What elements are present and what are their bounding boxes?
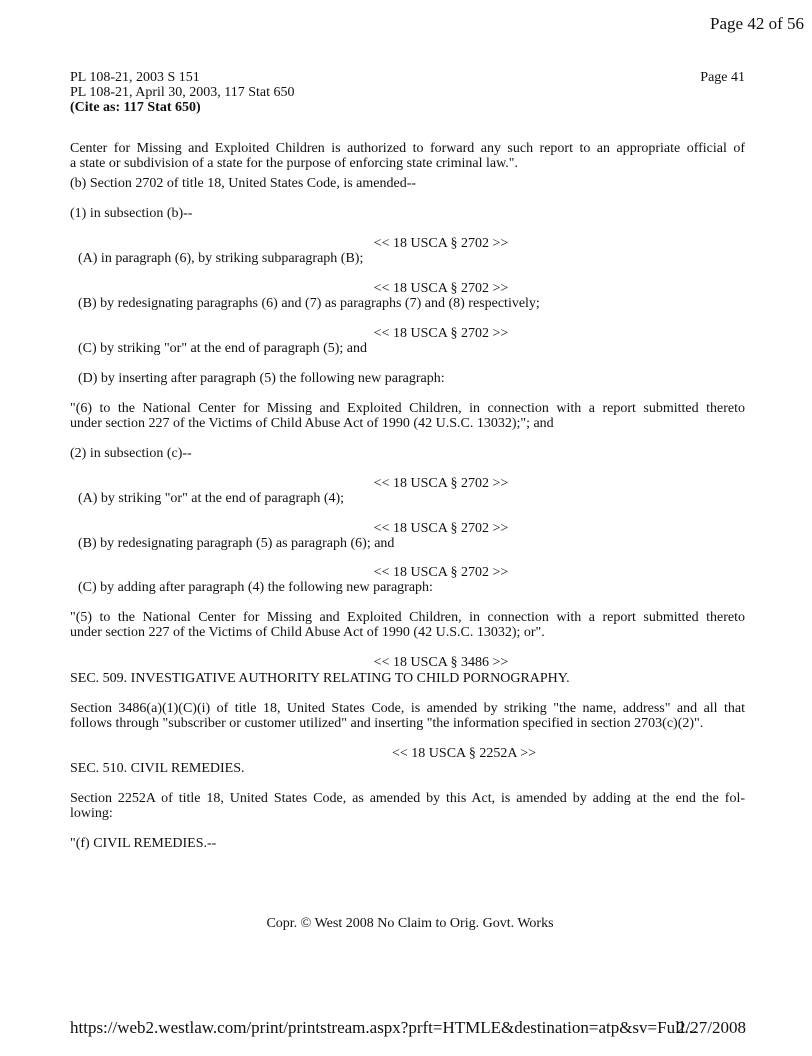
print-date: 2/27/2008 — [677, 1018, 746, 1037]
paragraph: (A) by striking "or" at the end of paragraph (4); — [78, 491, 345, 506]
document-page-number: Page 41 — [700, 70, 745, 85]
paragraph: (B) by redesignating paragraph (5) as paragraph (6); and — [78, 536, 395, 551]
paragraph-line: follows through "subscriber or customer utilized" and inserting "the information specified in section 2703(c)(2)". — [70, 716, 704, 731]
paragraph-line: Section 2252A of title 18, United States Code, as amended by this Act, is amended by adding at the end the fol- — [70, 791, 745, 806]
usca-reference: << 18 USCA § 3486 >> — [373, 655, 509, 670]
paragraph-line: under section 227 of the Victims of Child Abuse Act of 1990 (42 U.S.C. 13032); or". — [70, 625, 545, 640]
citation-line: PL 108-21, 2003 S 151 — [70, 70, 200, 85]
paragraph: (C) by striking "or" at the end of paragraph (5); and — [78, 341, 368, 356]
usca-reference: << 18 USCA § 2702 >> — [373, 326, 509, 341]
paragraph-line: lowing: — [70, 806, 113, 821]
usca-reference: << 18 USCA § 2702 >> — [373, 565, 509, 580]
print-url: https://web2.westlaw.com/print/printstream.aspx?prft=HTMLE&destination=atp&sv=Full... — [70, 1018, 698, 1037]
paragraph-line: a state or subdivision of a state for the purpose of enforcing state criminal law.". — [70, 156, 519, 171]
paragraph: (B) by redesignating paragraphs (6) and (7) as paragraphs (7) and (8) respectively; — [78, 296, 540, 311]
paragraph: (C) by adding after paragraph (4) the following new paragraph: — [78, 580, 433, 595]
section-heading: SEC. 510. CIVIL REMEDIES. — [70, 761, 245, 776]
paragraph-line: under section 227 of the Victims of Child Abuse Act of 1990 (42 U.S.C. 13032);"; and — [70, 416, 554, 431]
usca-reference: << 18 USCA § 2252A >> — [392, 746, 536, 761]
usca-reference: << 18 USCA § 2702 >> — [373, 476, 509, 491]
paragraph: (D) by inserting after paragraph (5) the following new paragraph: — [78, 371, 445, 386]
usca-reference: << 18 USCA § 2702 >> — [373, 521, 509, 536]
paragraph-line: Center for Missing and Exploited Children is authorized to forward any such report to an appropriate official of — [70, 141, 745, 156]
copyright-notice: Copr. © West 2008 No Claim to Orig. Govt. Works — [266, 916, 554, 931]
paragraph: (b) Section 2702 of title 18, United States Code, is amended-- — [70, 176, 417, 191]
paragraph: (2) in subsection (c)-- — [70, 446, 192, 461]
paragraph-line: "(6) to the National Center for Missing and Exploited Children, in connection with a report submitted thereto — [70, 401, 745, 416]
usca-reference: << 18 USCA § 2702 >> — [373, 236, 509, 251]
cite-as: (Cite as: 117 Stat 650) — [70, 100, 201, 115]
paragraph-line: Section 3486(a)(1)(C)(i) of title 18, United States Code, is amended by striking "the name, address" and all that — [70, 701, 745, 716]
paragraph: (A) in paragraph (6), by striking subparagraph (B); — [78, 251, 364, 266]
paragraph: "(f) CIVIL REMEDIES.-- — [70, 836, 217, 851]
paragraph: (1) in subsection (b)-- — [70, 206, 193, 221]
page-counter: Page 42 of 56 — [710, 14, 804, 33]
section-heading: SEC. 509. INVESTIGATIVE AUTHORITY RELATING TO CHILD PORNOGRAPHY. — [70, 671, 570, 686]
usca-reference: << 18 USCA § 2702 >> — [373, 281, 509, 296]
citation-line: PL 108-21, April 30, 2003, 117 Stat 650 — [70, 85, 295, 100]
paragraph-line: "(5) to the National Center for Missing and Exploited Children, in connection with a report submitted thereto — [70, 610, 745, 625]
